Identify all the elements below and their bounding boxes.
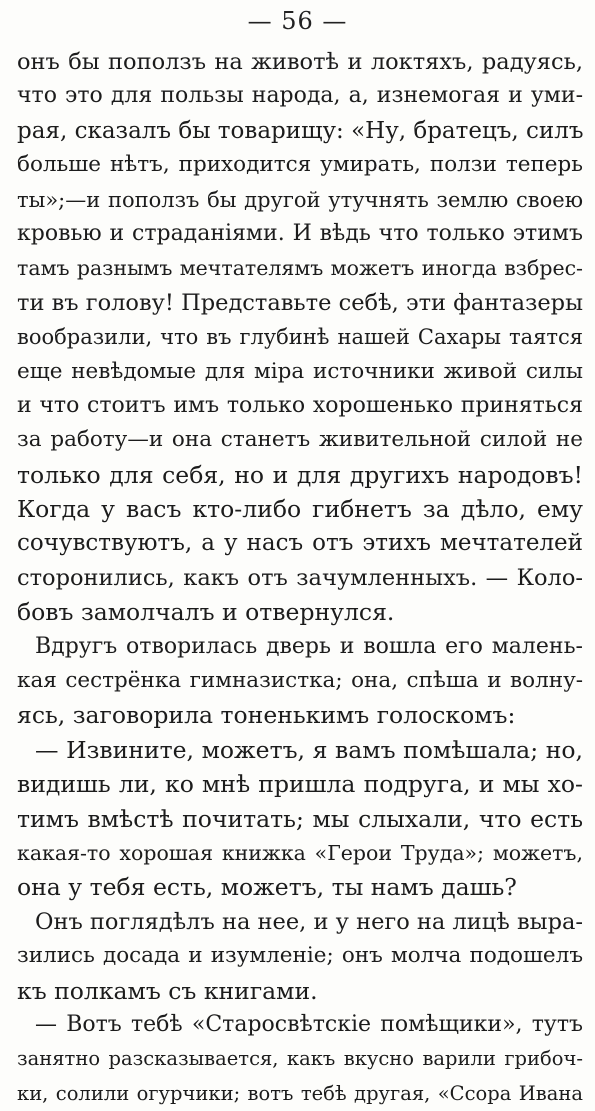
text-line: — Извините, можетъ, я вамъ помѣшала; но, <box>35 735 583 764</box>
text-line: ты»;—и поползъ бы другой утучнять землю своею <box>17 187 583 212</box>
text-line: зились досада и изумленіе; онъ молча подошелъ <box>17 943 583 969</box>
page-number: — 56 — <box>247 7 348 35</box>
text-line: рая, сказалъ бы товарищу: «Ну, братецъ, силъ <box>17 117 584 144</box>
text-line: кровью и страданіями. И вѣдь что только этимъ <box>17 220 583 246</box>
text-line: за работу—и она станетъ живительной силой не <box>17 427 583 453</box>
text-line: къ полкамъ съ книгами. <box>17 976 318 1005</box>
text-line: какая-то хорошая книжка «Герои Труда»; можетъ, <box>17 840 583 865</box>
text-line: Онъ поглядѣлъ на нее, и у него на лицѣ выра- <box>35 908 583 935</box>
text-line: ясь, заговорила тоненькимъ голоскомъ: <box>17 701 516 730</box>
text-line: только для себя, но и для другихъ народовъ! <box>17 460 583 489</box>
text-line: она у тебя есть, можетъ, ты намъ дашь? <box>17 873 517 902</box>
text-line: вообразили, что въ глубинѣ нашей Сахары таятся <box>17 325 583 350</box>
text-line: видишь ли, ко мнѣ пришла подруга, и мы хо- <box>17 770 583 799</box>
text-line: ти въ голову! Представьте себѣ, эти фантазеры <box>17 289 583 316</box>
text-line: сторонились, какъ отъ зачумленныхъ. — Коло- <box>17 564 583 591</box>
text-line: Вдругъ отворилась дверь и вошла его малень- <box>35 633 583 659</box>
body-text <box>17 45 583 1111</box>
text-line: сочувствуютъ, а у насъ отъ этихъ мечтателей <box>17 530 583 557</box>
text-line: — Вотъ тебѣ «Старосвѣтскіе помѣщики», тутъ <box>35 1011 583 1037</box>
text-line: онъ бы поползъ на животѣ и локтяхъ, радуясь, <box>17 49 583 75</box>
text-line: что это для пользы народа, а, изнемогая и уми- <box>17 83 583 109</box>
text-line: ки, солили огурчики; вотъ тебѣ другая, «Ссора Ивана <box>17 1081 583 1105</box>
text-line: кая сестрёнка гимназистка; она, спѣша и волну- <box>17 668 583 694</box>
text-line: занятно разсказывается, какъ вкусно варили грибоч- <box>17 1047 583 1071</box>
text-line: еще невѣдомые для міра источники живой силы <box>17 358 583 384</box>
text-line: Когда у васъ кто-либо гибнетъ за дѣло, ему <box>17 495 583 524</box>
text-line: тамъ разнымъ мечтателямъ можетъ иногда взбрес- <box>17 256 583 281</box>
text-line: бовъ замолчалъ и отвернулся. <box>17 598 395 627</box>
text-line: больше нѣтъ, приходится умирать, ползи теперь <box>17 152 583 178</box>
text-line: и что стоитъ имъ только хорошенько приняться <box>17 392 583 418</box>
text-line: тимъ вмѣстѣ почитать; мы слыхали, что есть <box>17 804 583 833</box>
